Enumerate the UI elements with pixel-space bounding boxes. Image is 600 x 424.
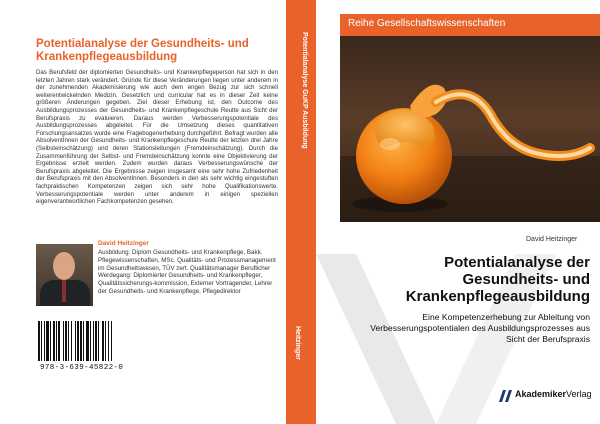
- isbn-number: 978-3-639-45822-0: [40, 364, 124, 372]
- author-name: David Heitzinger: [98, 240, 149, 247]
- back-cover-blurb: Das Berufsfeld der diplomierten Gesundheits- und Krankenpflegeperson hat sich in den letzten Jahren stark verändert. Gründe für diese Veränderungen liegen unter anderem in der zunehmenden Akademisierung wie auch dem engen Bezug zur sich schnell weiterentwickelnden Medizin. Gesetzlich und curricular hat es in dieser Zeit keine größeren Änderungen gegeben. Ziel dieser Erhebung ist, den Outcome des Ausbildungsprozesses der Gesundheits- und Krankenpflegeschule Reutte aus Sicht der Berufspraxis zu evaluieren. Daraus werden Verbesserungspotentiale des Ausbildungsprozesses abgeleitet. Für die Umsetzung dieses quantitativen Forschungsansatzes wurde eine Fragebogenerhebung durchgeführt. Befragt wurden alle AbsolventInnen der Gesundheits- und Krankenpflegeschule Reutte der letzten drei Jahre (Selbsteinschätzung) und deren Stationsleitungen (Fremdeinschätzung). Durch die Zusammenführung der Selbst- und Fremdeinschätzung konnte eine Objektivierung der Ergebnisse erzielt werden. Zudem wurden daraus Verbesserungswünsche der Berufspraxis abgeleitet. Die Ergebnisse zeigen insgesamt eine sehr hohe Zufriedenheit der Berufspraxis mit den AbsolventInnen. Besonders in den als sehr wichtig eingestuften fachpraktischen Kompetenzen zeigen sich sehr hohe Qualifikationswerte. Verbesserungspotentiale werden unter anderem in einigen speziellen eigenverantwortlichen Fachkompetenzen gesehen.: [36, 69, 278, 206]
- publisher-name: AkademikerVerlag: [515, 389, 592, 399]
- spine-title: Potentialanalyse GuKP Ausbildung: [301, 32, 308, 149]
- front-title: Potentialanalyse der Gesundheits- und Krankenpflegeausbildung: [405, 254, 590, 305]
- cover-photo-orange: [340, 36, 600, 222]
- front-cover: [316, 0, 600, 424]
- publisher-logo: [499, 389, 599, 403]
- back-cover: [28, 28, 286, 410]
- book-spine: [286, 0, 316, 424]
- barcode: [36, 321, 119, 366]
- back-cover-title: Potentialanalyse der Gesundheits- und Krankenpflegeausbildung: [36, 38, 249, 63]
- front-subtitle: Eine Kompetenzerhebung zur Ableitung von Verbesserungspotentialen des Ausbildungsprozesses aus Sicht der Berufspraxis: [370, 312, 590, 344]
- front-author: David Heitzinger: [526, 236, 578, 243]
- author-bio: Ausbildung: Diplom Gesundheits- und Krankenpflege, Bakk. Pflegewissenschaften, MSc. Qualitäts- und Prozessmanagement im Gesundheitswesen, TÜV zert. Qualitätsmanager Beruflicher Werdegang: Diplomierter Gesundheits- und Krankenpfleger, Qualitätssicherungs-kommission, Externer Vortragender, Lehrer der Gesundheits- und Krankenpflege, Pflegedirektor: [98, 249, 276, 295]
- spine-author: Heitzinger: [294, 326, 301, 360]
- series-label: Reihe Gesellschaftswissenschaften: [348, 18, 506, 29]
- series-banner: [340, 14, 600, 36]
- av-logo-icon: [499, 390, 515, 402]
- author-photo: [36, 244, 93, 306]
